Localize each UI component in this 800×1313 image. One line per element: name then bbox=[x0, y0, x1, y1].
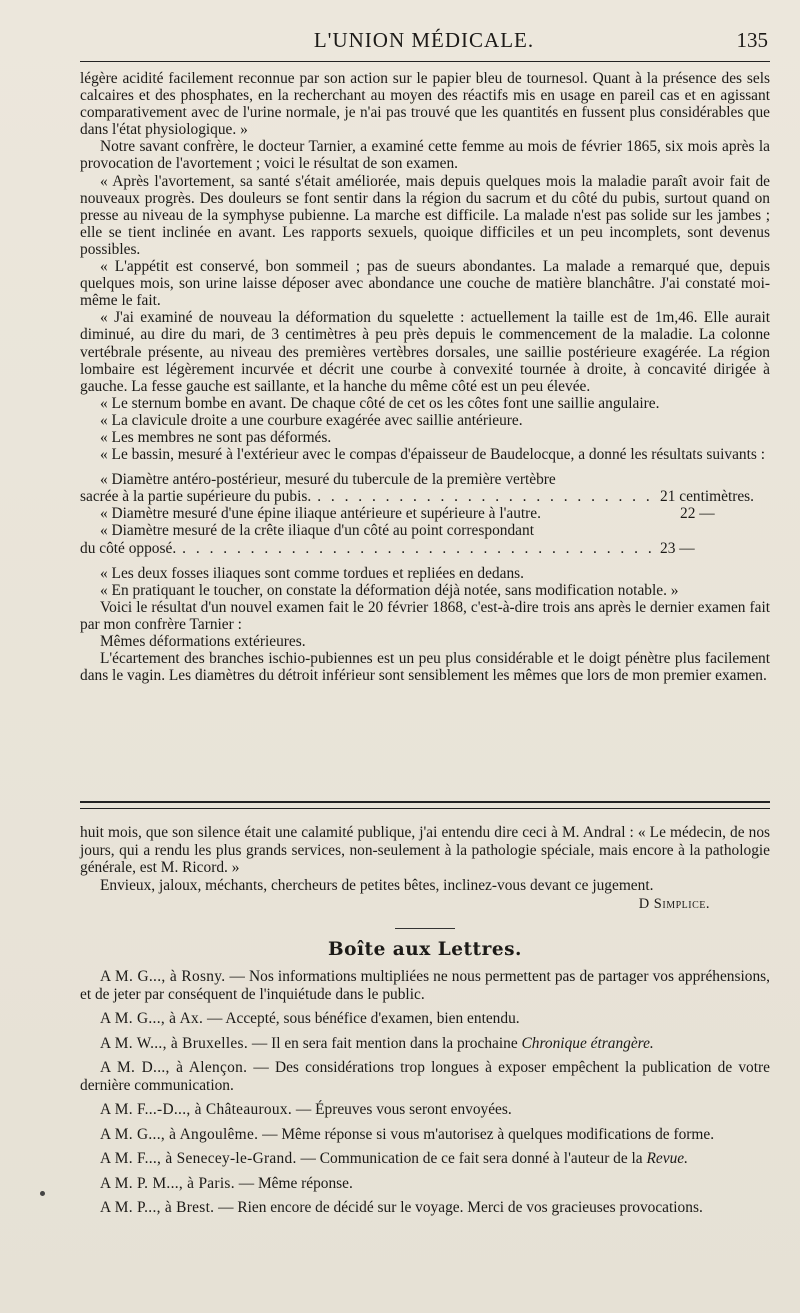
spacer bbox=[80, 557, 770, 565]
reply-text: — Il en sera fait mention dans la prochaine bbox=[251, 1034, 518, 1052]
page-number: 135 bbox=[736, 28, 768, 52]
reply-text: — Rien encore de décidé sur le voyage. Merci de vos gracieuses provocations. bbox=[218, 1199, 703, 1216]
paragraph: « La clavicule droite a une courbure exagérée avec saillie antérieure. bbox=[100, 411, 523, 429]
recipient: A M. D..., à Alençon. bbox=[100, 1059, 248, 1076]
recipient: A M. F...-D..., à Châteauroux. bbox=[100, 1101, 293, 1118]
article-body bbox=[80, 70, 770, 684]
measurement-label: « Diamètre antéro-postérieur, mesuré du tubercule de la première vertèbre bbox=[100, 471, 556, 489]
paragraph: « Le bassin, mesuré à l'extérieur avec le compas d'épaisseur de Baudelocque, a donné les résultats suivants : bbox=[100, 446, 765, 464]
reply-text: — Accepté, sous bénéfice d'examen, bien entendu. bbox=[207, 1010, 520, 1027]
recipient: A M. G..., à Angoulême. bbox=[100, 1125, 259, 1143]
measurement-label: « Diamètre mesuré de la crête iliaque d'un côté au point correspondant bbox=[100, 522, 534, 540]
recipient: A M. G..., à Ax. bbox=[100, 1010, 204, 1027]
paragraph: Notre savant confrère, le docteur Tarnier, a examiné cette femme au mois de février 1865, six mois après la provocation de l'avortement ; voici le résultat de son examen. bbox=[80, 138, 770, 173]
paragraph: « J'ai examiné de nouveau la déformation du squelette : actuellement la taille est de 1m,46. Elle aurait diminué, au dire du mari, de 3 centimètres à peu près depuis le commencement de la maladie. La colonne vertébrale présente, au niveau des premières vertèbres dorsales, une saillie postérieure exagérée. La région lombaire est légèrement incurvée et décrit une courbe à convexité tournée à droite, à concavité dirigée à gauche. La fesse gauche est saillante, et la hanche du même côté est un peu élevée. bbox=[80, 309, 770, 395]
paragraph: légère acidité facilement reconnue par son action sur le papier bleu de tournesol. Quant à la présence des sels calcaires et des phosphates, en la recherchant au moyen des réactifs mis en usage en pareil cas et en agissant comparativement avec de l'urine normale, je n'ai pas trouvé que les quantités en fussent plus considérables que dans l'état physiologique. » bbox=[80, 70, 770, 139]
recipient: A M. W..., à Bruxelles. bbox=[100, 1034, 248, 1052]
page-header bbox=[80, 28, 768, 58]
list-item bbox=[80, 1010, 770, 1028]
paragraph: L'écartement des branches ischio-pubiennes est un peu plus considérable et le doigt pénètre plus facilement dans le vagin. Les diamètres du détroit inférieur sont sensiblement les mêmes que lors de mon premier examen. bbox=[80, 650, 770, 685]
list-item bbox=[80, 1175, 770, 1193]
list-item bbox=[80, 1150, 770, 1168]
list-item bbox=[80, 1101, 770, 1119]
paragraph: Mêmes déformations extérieures. bbox=[100, 633, 306, 650]
ink-speck bbox=[40, 1191, 45, 1196]
measurement-label: du côté opposé. bbox=[80, 539, 177, 557]
section-title: Boîte aux Lettres. bbox=[328, 938, 522, 960]
section-divider bbox=[80, 801, 770, 809]
measurement-row bbox=[80, 540, 770, 557]
paragraph: « Les deux fosses iliaques sont comme tordues et repliées en dedans. bbox=[100, 564, 524, 582]
list-item bbox=[80, 1059, 770, 1094]
paragraph: « L'appétit est conservé, bon sommeil ; pas de sueurs abondantes. La malade a remarqué que, depuis quelques mois, son urine laisse déposer avec abondance une couche de matière blanchâtre. J'ai constaté moi-même le fait. bbox=[80, 258, 770, 310]
recipient: A M. P..., à Brest. bbox=[100, 1199, 215, 1216]
signature: D Simplice. bbox=[638, 896, 710, 912]
header-rule bbox=[80, 61, 770, 62]
measurement-label: « Diamètre mesuré d'une épine iliaque antérieure et supérieure à l'autre. bbox=[100, 505, 541, 523]
running-title: L'UNION MÉDICALE. bbox=[313, 28, 535, 52]
paragraph: Voici le résultat d'un nouvel examen fait le 20 février 1868, c'est-à-dire trois ans après le dernier examen fait par mon confrère Tarnier : bbox=[80, 598, 770, 633]
short-rule bbox=[395, 928, 455, 929]
list-item bbox=[80, 1126, 770, 1144]
list-item bbox=[80, 1035, 770, 1053]
letters-list bbox=[80, 968, 770, 1217]
reply-italic: Revue. bbox=[646, 1150, 688, 1167]
recipient: A M. G..., à Rosny. bbox=[100, 968, 226, 985]
feuilleton bbox=[80, 824, 770, 1224]
paragraph: « Les membres ne sont pas déformés. bbox=[100, 428, 332, 446]
reply-text: — Nos informations multipliées ne nous permettent pas de partager vos appréhensions, et de jeter par conséquent de l'inquiétude dans le public. bbox=[80, 968, 770, 1003]
reply-text: — Communication de ce fait sera donné à l'auteur de la bbox=[300, 1150, 643, 1167]
reply-text: — Même réponse si vous m'autorisez à quelques modifications de forme. bbox=[262, 1125, 715, 1143]
reply-italic: Chronique étrangère. bbox=[521, 1034, 654, 1052]
measurement-value: 22 — bbox=[680, 505, 715, 523]
spacer bbox=[80, 463, 770, 471]
measurement-value: 21 centimètres. bbox=[660, 488, 755, 506]
recipient: A M. P. M..., à Paris. bbox=[100, 1174, 235, 1192]
reply-text: — Des considérations trop longues à exposer empêchent la publication de votre dernière communication. bbox=[80, 1059, 770, 1094]
paragraph: « Après l'avortement, sa santé s'était améliorée, mais depuis quelques mois la maladie paraît avoir fait de nouveaux progrès. Des douleurs se font sentir dans la région du sacrum et du côté du pubis, surtout quand on presse au niveau de la symphyse pubienne. La marche est difficile. La malade n'est pas solide sur les jambes ; elle se tient inclinée en avant. Les rapports sexuels, quoique difficiles et un peu incomplets, sont devenus possibles. bbox=[80, 172, 770, 258]
paragraph: « Le sternum bombe en avant. De chaque côté de cet os les côtes font une saillie angulaire. bbox=[100, 394, 660, 412]
reply-text: — Épreuves vous seront envoyées. bbox=[295, 1101, 512, 1118]
measurement-value: 23 — bbox=[660, 539, 695, 557]
measurement-row bbox=[80, 488, 770, 505]
dot-leader bbox=[317, 488, 654, 505]
reply-text: — Même réponse. bbox=[238, 1174, 353, 1192]
paragraph: « En pratiquant le toucher, on constate la déformation déjà notée, sans modification notable. » bbox=[100, 581, 679, 599]
recipient: A M. F..., à Senecey-le-Grand. bbox=[100, 1150, 297, 1167]
list-item bbox=[80, 1199, 770, 1217]
paragraph: Envieux, jaloux, méchants, chercheurs de petites bêtes, inclinez-vous devant ce jugement. bbox=[100, 876, 654, 894]
dot-leader bbox=[182, 540, 654, 557]
paragraph: huit mois, que son silence était une calamité publique, j'ai entendu dire ceci à M. Andral : « Le médecin, de nos jours, qui a rendu les plus grands services, non-seulement à la pathologie spéciale, mais encore à la pathologie générale, est M. Ricord. » bbox=[80, 824, 770, 876]
list-item bbox=[80, 968, 770, 1003]
measurement-label: sacrée à la partie supérieure du pubis. bbox=[80, 488, 312, 506]
measurement-row bbox=[80, 505, 770, 522]
